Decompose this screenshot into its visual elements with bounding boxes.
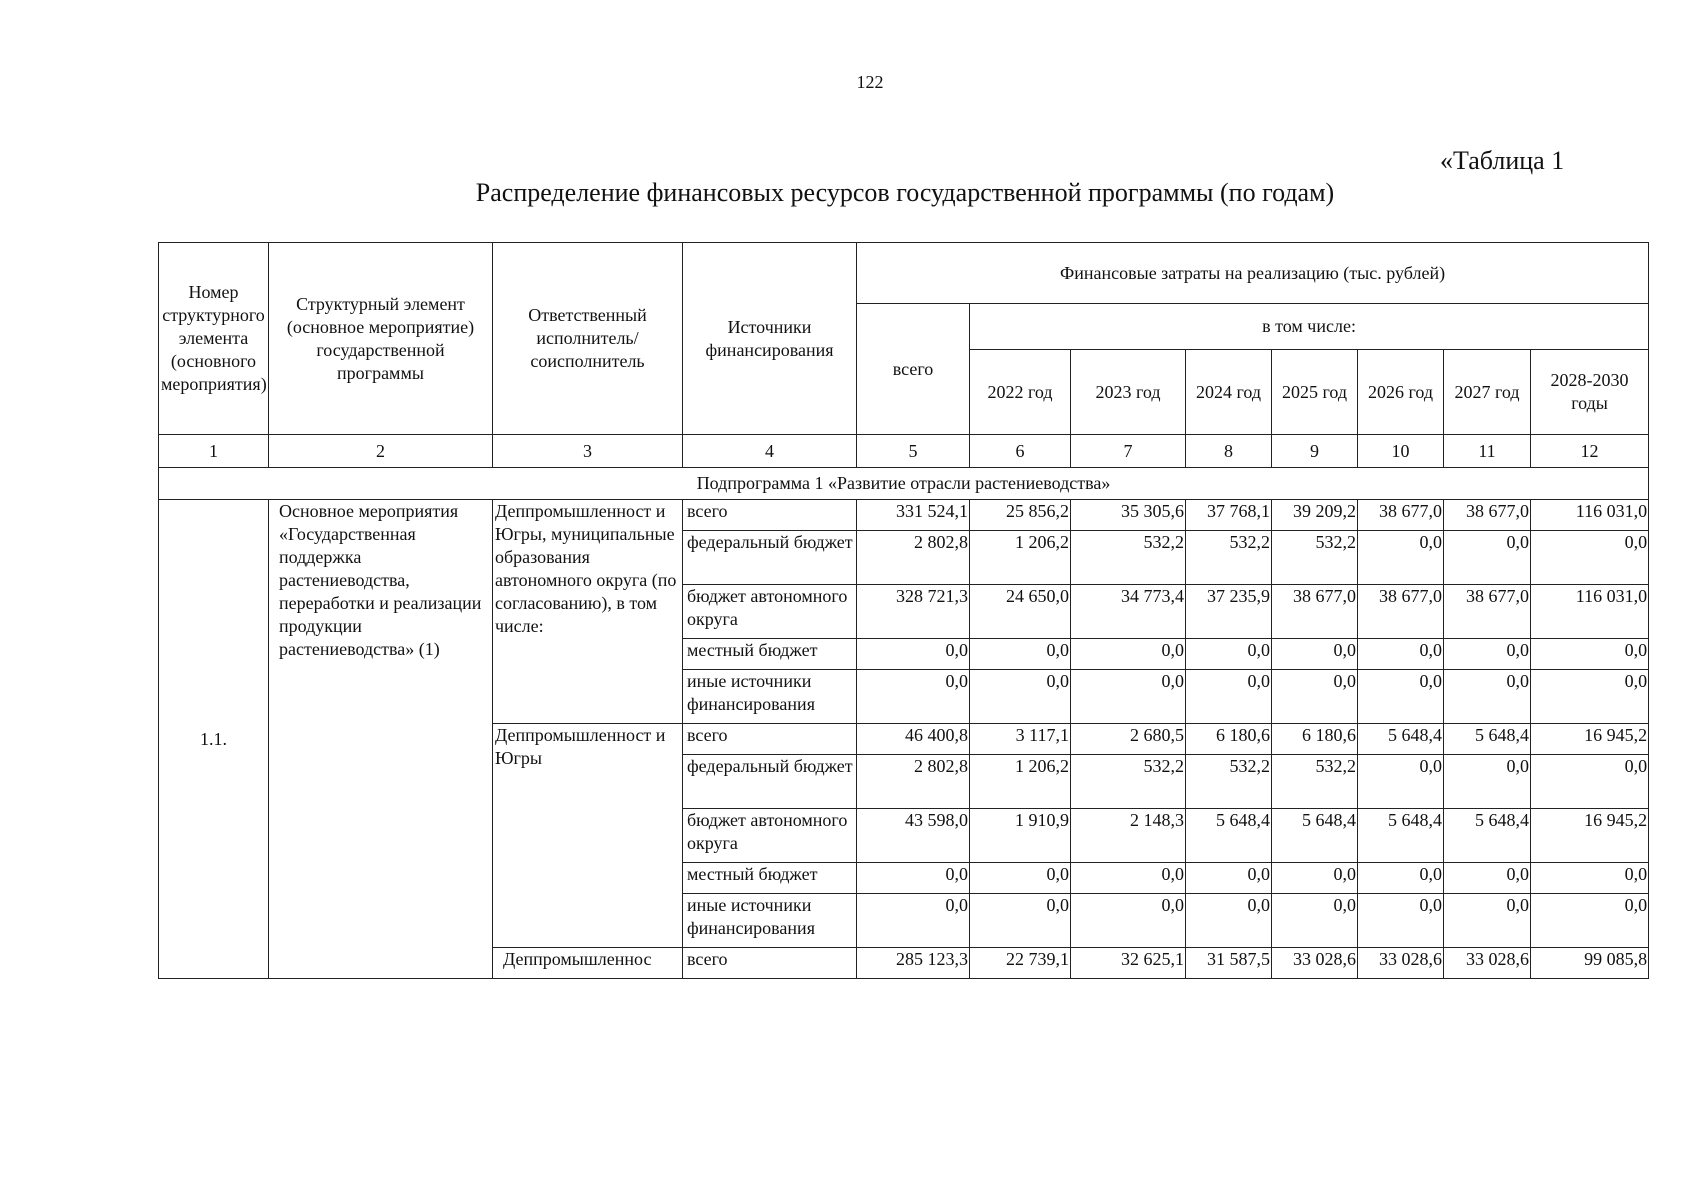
column-number: 11: [1444, 435, 1531, 468]
value-year: 0,0: [970, 639, 1071, 670]
value-year: 0,0: [1358, 531, 1444, 585]
value-year: 1 910,9: [970, 809, 1071, 863]
value-total: 46 400,8: [857, 724, 970, 755]
value-year: 0,0: [1531, 755, 1649, 809]
value-year: 0,0: [1444, 639, 1531, 670]
value-year: 0,0: [1358, 863, 1444, 894]
funding-source: федеральный бюджет: [683, 531, 857, 585]
value-total: 0,0: [857, 894, 970, 948]
value-total: 2 802,8: [857, 755, 970, 809]
funding-source: иные источники финансирования: [683, 670, 857, 724]
header-funding-sources: Источники финансирования: [683, 243, 857, 435]
header-structural-number: Номер структурного элемента (основного мероприятия): [159, 243, 269, 435]
value-year: 38 677,0: [1444, 500, 1531, 531]
value-year: 32 625,1: [1071, 948, 1186, 979]
value-year: 0,0: [1358, 755, 1444, 809]
table-label: «Таблица 1: [1440, 146, 1565, 175]
column-number: 4: [683, 435, 857, 468]
item-number: 1.1.: [159, 500, 269, 979]
value-year: 38 677,0: [1272, 585, 1358, 639]
value-year: 0,0: [1071, 863, 1186, 894]
funding-source: всего: [683, 724, 857, 755]
value-year: 532,2: [1272, 531, 1358, 585]
value-year: 37 768,1: [1186, 500, 1272, 531]
executor-name: Деппромышленност и Югры, муниципальные образования автономного округа (по согласованию), в том числе:: [493, 500, 683, 724]
financial-table: [158, 242, 1649, 979]
funding-source: всего: [683, 948, 857, 979]
value-year: 0,0: [1358, 894, 1444, 948]
column-number: 9: [1272, 435, 1358, 468]
funding-source: иные источники финансирования: [683, 894, 857, 948]
executor-name: Деппромышленнос: [493, 948, 683, 979]
value-year: 3 117,1: [970, 724, 1071, 755]
value-year: 2 680,5: [1071, 724, 1186, 755]
header-year: 2025 год: [1272, 350, 1358, 435]
column-number: 8: [1186, 435, 1272, 468]
value-year: 39 209,2: [1272, 500, 1358, 531]
value-year: 5 648,4: [1358, 809, 1444, 863]
value-year: 0,0: [1531, 863, 1649, 894]
value-total: 0,0: [857, 863, 970, 894]
header-including: в том числе:: [970, 304, 1649, 350]
value-year: 532,2: [1186, 531, 1272, 585]
value-year: 34 773,4: [1071, 585, 1186, 639]
funding-source: всего: [683, 500, 857, 531]
header-executor: Ответственный исполнитель/ соисполнитель: [493, 243, 683, 435]
header-year: 2022 год: [970, 350, 1071, 435]
header-financial-costs: Финансовые затраты на реализацию (тыс. рублей): [857, 243, 1649, 304]
value-year: 5 648,4: [1272, 809, 1358, 863]
value-year: 0,0: [1444, 531, 1531, 585]
value-year: 0,0: [1071, 670, 1186, 724]
value-year: 0,0: [970, 894, 1071, 948]
value-year: 0,0: [1444, 894, 1531, 948]
value-total: 2 802,8: [857, 531, 970, 585]
funding-source: бюджет автономного округа: [683, 585, 857, 639]
value-year: 6 180,6: [1186, 724, 1272, 755]
value-year: 5 648,4: [1358, 724, 1444, 755]
value-total: 285 123,3: [857, 948, 970, 979]
value-year: 0,0: [1531, 670, 1649, 724]
value-year: 24 650,0: [970, 585, 1071, 639]
value-year: 0,0: [1272, 639, 1358, 670]
column-number: 10: [1358, 435, 1444, 468]
value-year: 0,0: [1358, 670, 1444, 724]
value-year: 116 031,0: [1531, 500, 1649, 531]
value-year: 35 305,6: [1071, 500, 1186, 531]
value-year: 0,0: [1272, 863, 1358, 894]
value-year: 0,0: [1186, 670, 1272, 724]
subprogram-title: Подпрограмма 1 «Развитие отрасли растениеводства»: [159, 468, 1649, 500]
value-year: 0,0: [1444, 863, 1531, 894]
funding-source: бюджет автономного округа: [683, 809, 857, 863]
column-number: 1: [159, 435, 269, 468]
header-year: 2028-2030 годы: [1531, 350, 1649, 435]
value-year: 5 648,4: [1444, 724, 1531, 755]
header-year: 2027 год: [1444, 350, 1531, 435]
value-year: 5 648,4: [1444, 809, 1531, 863]
value-total: 43 598,0: [857, 809, 970, 863]
data-row: [159, 500, 1649, 531]
header-structural-element: Структурный элемент (основное мероприятие) государственной программы: [269, 243, 493, 435]
value-total: 331 524,1: [857, 500, 970, 531]
item-name: Основное мероприятия «Государственная поддержка растениеводства, переработки и реализации продукции растениеводства» (1): [269, 500, 493, 979]
value-year: 0,0: [1358, 639, 1444, 670]
value-year: 0,0: [1531, 894, 1649, 948]
value-year: 0,0: [1272, 670, 1358, 724]
value-year: 0,0: [1186, 639, 1272, 670]
value-year: 0,0: [1531, 639, 1649, 670]
funding-source: местный бюджет: [683, 863, 857, 894]
value-year: 532,2: [1071, 755, 1186, 809]
header-year: 2023 год: [1071, 350, 1186, 435]
value-year: 0,0: [1444, 755, 1531, 809]
column-number: 3: [493, 435, 683, 468]
column-number: 12: [1531, 435, 1649, 468]
funding-source: федеральный бюджет: [683, 755, 857, 809]
value-year: 0,0: [1186, 863, 1272, 894]
value-year: 0,0: [970, 670, 1071, 724]
executor-name: Деппромышленност и Югры: [493, 724, 683, 948]
value-year: 33 028,6: [1272, 948, 1358, 979]
value-year: 0,0: [1272, 894, 1358, 948]
value-year: 0,0: [1071, 639, 1186, 670]
value-year: 6 180,6: [1272, 724, 1358, 755]
value-year: 0,0: [1071, 894, 1186, 948]
value-year: 532,2: [1186, 755, 1272, 809]
column-number: 5: [857, 435, 970, 468]
value-year: 0,0: [1186, 894, 1272, 948]
value-year: 2 148,3: [1071, 809, 1186, 863]
value-year: 25 856,2: [970, 500, 1071, 531]
column-number: 2: [269, 435, 493, 468]
value-year: 16 945,2: [1531, 724, 1649, 755]
value-year: 33 028,6: [1358, 948, 1444, 979]
value-year: 0,0: [1531, 531, 1649, 585]
funding-source: местный бюджет: [683, 639, 857, 670]
value-year: 116 031,0: [1531, 585, 1649, 639]
column-number: 6: [970, 435, 1071, 468]
value-year: 5 648,4: [1186, 809, 1272, 863]
document-title: Распределение финансовых ресурсов государственной программы (по годам): [475, 178, 1335, 207]
value-total: 0,0: [857, 670, 970, 724]
page-number: 122: [856, 72, 884, 92]
value-year: 38 677,0: [1444, 585, 1531, 639]
value-year: 38 677,0: [1358, 585, 1444, 639]
header-year: 2024 год: [1186, 350, 1272, 435]
value-year: 33 028,6: [1444, 948, 1531, 979]
value-year: 0,0: [970, 863, 1071, 894]
column-number-row: [159, 435, 1649, 468]
value-year: 31 587,5: [1186, 948, 1272, 979]
value-year: 1 206,2: [970, 755, 1071, 809]
value-total: 0,0: [857, 639, 970, 670]
value-year: 0,0: [1444, 670, 1531, 724]
value-year: 22 739,1: [970, 948, 1071, 979]
value-year: 1 206,2: [970, 531, 1071, 585]
value-year: 37 235,9: [1186, 585, 1272, 639]
value-year: 16 945,2: [1531, 809, 1649, 863]
value-year: 38 677,0: [1358, 500, 1444, 531]
header-total: всего: [857, 304, 970, 435]
header-year: 2026 год: [1358, 350, 1444, 435]
value-total: 328 721,3: [857, 585, 970, 639]
value-year: 532,2: [1272, 755, 1358, 809]
value-year: 99 085,8: [1531, 948, 1649, 979]
column-number: 7: [1071, 435, 1186, 468]
value-year: 532,2: [1071, 531, 1186, 585]
